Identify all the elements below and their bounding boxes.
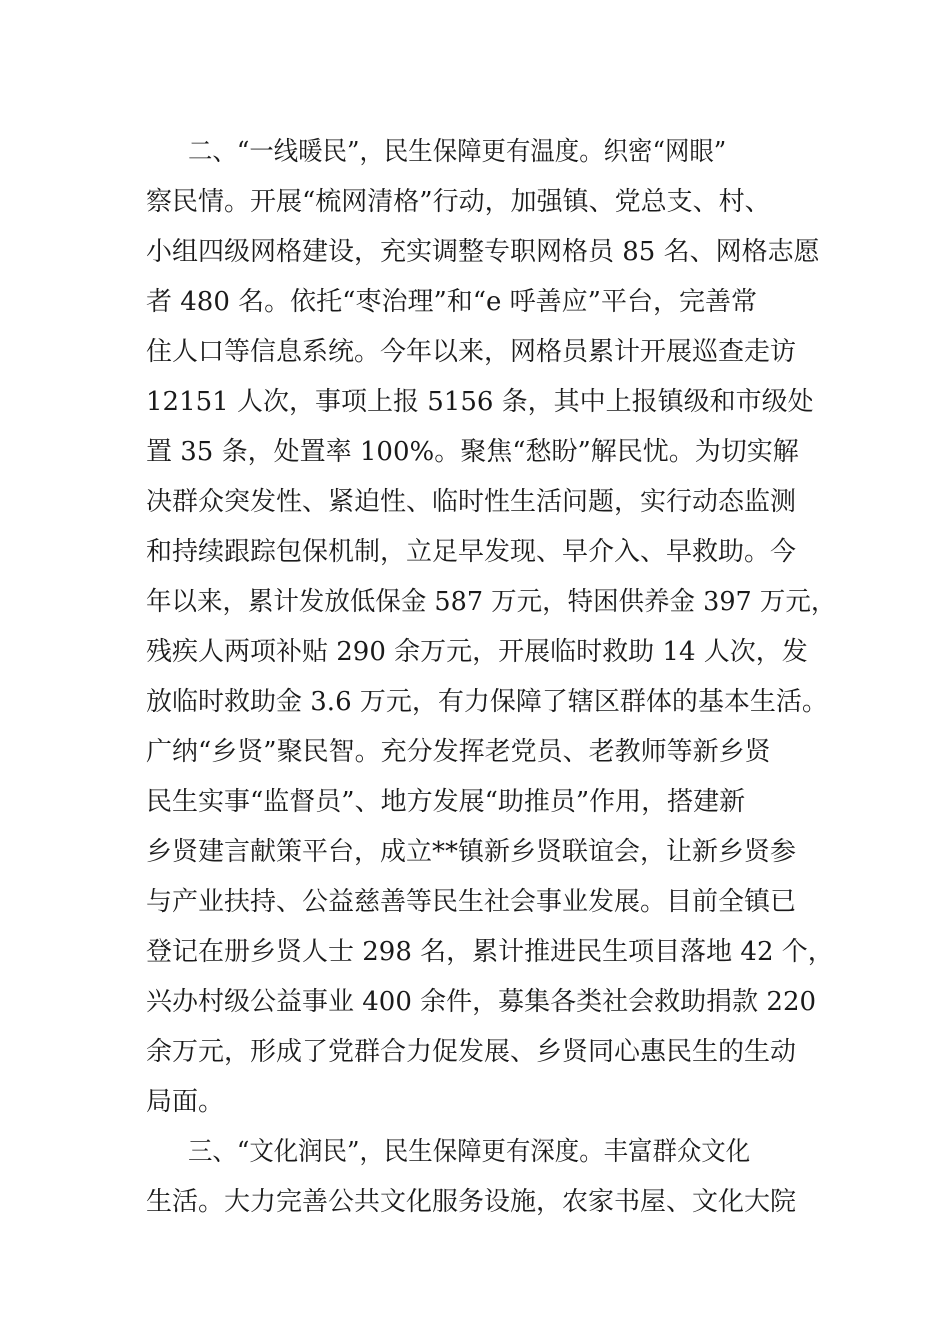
paragraph-line: 兴办村级公益事业 400 余件，募集各类社会救助捐款 220 [146,987,817,1017]
paragraph-line: 余万元，形成了党群合力促发展、乡贤同心惠民生的生动 [146,1037,797,1067]
paragraph-line: 放临时救助金 3.6 万元，有力保障了辖区群体的基本生活。 [146,687,828,717]
paragraph-line: 广纳“乡贤”聚民智。充分发挥老党员、老教师等新乡贤 [146,737,771,767]
paragraph-line: 二、“一线暖民”，民生保障更有温度。织密“网眼” [188,137,727,167]
paragraph-line: 残疾人两项补贴 290 余万元，开展临时救助 14 人次，发 [146,637,808,667]
paragraph-line: 乡贤建言献策平台，成立**镇新乡贤联谊会，让新乡贤参 [146,837,797,867]
paragraph-line: 年以来，累计发放低保金 587 万元，特困供养金 397 万元， [146,587,837,617]
paragraph-line: 登记在册乡贤人士 298 名，累计推进民生项目落地 42 个， [146,937,834,967]
paragraph-line: 12151 人次，事项上报 5156 条，其中上报镇级和市级处 [146,387,814,417]
paragraph-line: 置 35 条，处置率 100%。聚焦“愁盼”解民忧。为切实解 [146,437,799,467]
paragraph-line: 察民情。开展“梳网清格”行动，加强镇、党总支、村、 [146,187,771,217]
paragraph-line: 三、“文化润民”，民生保障更有深度。丰富群众文化 [188,1137,751,1167]
paragraph-line: 小组四级网格建设，充实调整专职网格员 85 名、网格志愿 [146,237,820,267]
paragraph-line: 者 480 名。依托“枣治理”和“e 呼善应”平台，完善常 [146,287,757,317]
paragraph-line: 局面。 [146,1087,225,1117]
paragraph-line: 和持续跟踪包保机制，立足早发现、早介入、早救助。今 [146,537,797,567]
paragraph-line: 决群众突发性、紧迫性、临时性生活问题，实行动态监测 [146,487,797,517]
paragraph-line: 与产业扶持、公益慈善等民生社会事业发展。目前全镇已 [146,887,797,917]
paragraph-line: 住人口等信息系统。今年以来，网格员累计开展巡查走访 [146,337,797,367]
paragraph-line: 生活。大力完善公共文化服务设施，农家书屋、文化大院 [146,1187,797,1217]
paragraph-line: 民生实事“监督员”、地方发展“助推员”作用，搭建新 [146,787,746,817]
